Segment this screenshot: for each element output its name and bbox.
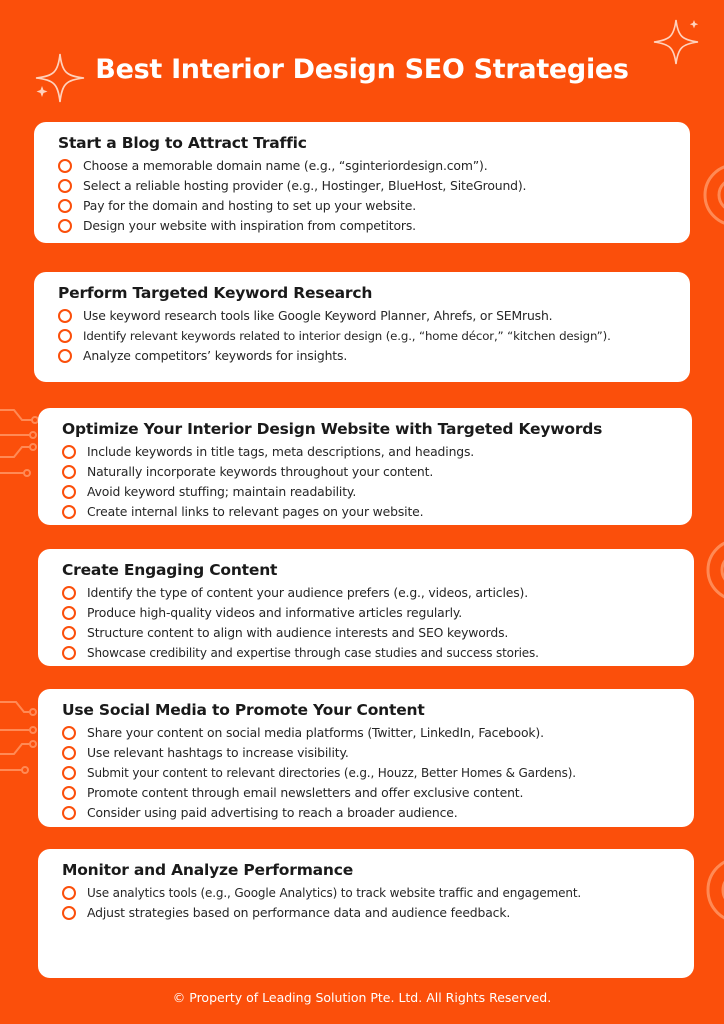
list-item: Select a reliable hosting provider (e.g., Hostinger, BlueHost, SiteGround). (58, 176, 670, 196)
section-heading: Monitor and Analyze Performance (62, 861, 354, 879)
list-item: Create internal links to relevant pages on your website. (62, 502, 672, 522)
bullet-list (62, 883, 674, 923)
section-heading: Perform Targeted Keyword Research (58, 284, 373, 302)
bullet-circle-icon (62, 766, 76, 780)
section-card-optimize-website (38, 408, 692, 525)
bullet-circle-icon (62, 505, 76, 519)
list-item: Use analytics tools (e.g., Google Analytics) to track website traffic and engagement. (62, 883, 674, 903)
bullet-circle-icon (62, 445, 76, 459)
section-heading: Use Social Media to Promote Your Content (62, 701, 425, 719)
list-item: Structure content to align with audience interests and SEO keywords. (62, 623, 674, 643)
bullet-circle-icon (62, 606, 76, 620)
gear-icon (696, 525, 724, 615)
list-item: Identify the type of content your audience prefers (e.g., videos, articles). (62, 583, 674, 603)
list-item: Share your content on social media platforms (Twitter, LinkedIn, Facebook). (62, 723, 674, 743)
section-heading: Start a Blog to Attract Traffic (58, 134, 307, 152)
section-card-social-media (38, 689, 694, 827)
section-heading: Create Engaging Content (62, 561, 278, 579)
gear-icon (690, 150, 724, 240)
list-item: Design your website with inspiration from competitors. (58, 216, 670, 236)
list-item: Analyze competitors’ keywords for insights. (58, 346, 670, 366)
list-item: Identify relevant keywords related to interior design (e.g., “home décor,” “kitchen design”). (58, 326, 670, 346)
gear-icon (696, 840, 724, 940)
list-item: Include keywords in title tags, meta descriptions, and headings. (62, 442, 672, 462)
section-card-engaging-content (38, 549, 694, 666)
bullet-circle-icon (62, 485, 76, 499)
list-item: Adjust strategies based on performance data and audience feedback. (62, 903, 674, 923)
section-card-monitor-performance (38, 849, 694, 978)
bullet-list (58, 306, 670, 366)
section-card-keyword-research (34, 272, 690, 382)
list-item: Submit your content to relevant directories (e.g., Houzz, Better Homes & Gardens). (62, 763, 674, 783)
bullet-circle-icon (62, 806, 76, 820)
list-item: Showcase credibility and expertise through case studies and success stories. (62, 643, 674, 663)
bullet-circle-icon (62, 786, 76, 800)
list-item: Use relevant hashtags to increase visibility. (62, 743, 674, 763)
list-item: Use keyword research tools like Google Keyword Planner, Ahrefs, or SEMrush. (58, 306, 670, 326)
list-item: Choose a memorable domain name (e.g., “sginteriordesign.com”). (58, 156, 670, 176)
copyright-footer: © Property of Leading Solution Pte. Ltd. All Rights Reserved. (172, 990, 552, 1005)
bullet-circle-icon (62, 746, 76, 760)
page-title: Best Interior Design SEO Strategies (95, 54, 629, 86)
list-item: Naturally incorporate keywords throughout your content. (62, 462, 672, 482)
list-item: Consider using paid advertising to reach a broader audience. (62, 803, 674, 823)
bullet-circle-icon (58, 219, 72, 233)
bullet-list (62, 583, 674, 663)
bullet-circle-icon (62, 626, 76, 640)
circuit-icon (0, 690, 40, 780)
bullet-circle-icon (58, 179, 72, 193)
bullet-circle-icon (62, 886, 76, 900)
bullet-circle-icon (58, 309, 72, 323)
bullet-circle-icon (58, 329, 72, 343)
list-item: Produce high-quality videos and informative articles regularly. (62, 603, 674, 623)
bullet-circle-icon (58, 349, 72, 363)
bullet-circle-icon (62, 906, 76, 920)
list-item: Pay for the domain and hosting to set up your website. (58, 196, 670, 216)
bullet-list (58, 156, 670, 236)
bullet-circle-icon (62, 646, 76, 660)
list-item: Promote content through email newsletters and offer exclusive content. (62, 783, 674, 803)
bullet-list (62, 442, 672, 522)
section-card-blog (34, 122, 690, 243)
list-item: Avoid keyword stuffing; maintain readability. (62, 482, 672, 502)
circuit-icon (0, 395, 40, 485)
bullet-circle-icon (62, 726, 76, 740)
bullet-list (62, 723, 674, 823)
bullet-circle-icon (62, 465, 76, 479)
section-heading: Optimize Your Interior Design Website with Targeted Keywords (62, 420, 603, 438)
bullet-circle-icon (58, 199, 72, 213)
bullet-circle-icon (58, 159, 72, 173)
bullet-circle-icon (62, 586, 76, 600)
